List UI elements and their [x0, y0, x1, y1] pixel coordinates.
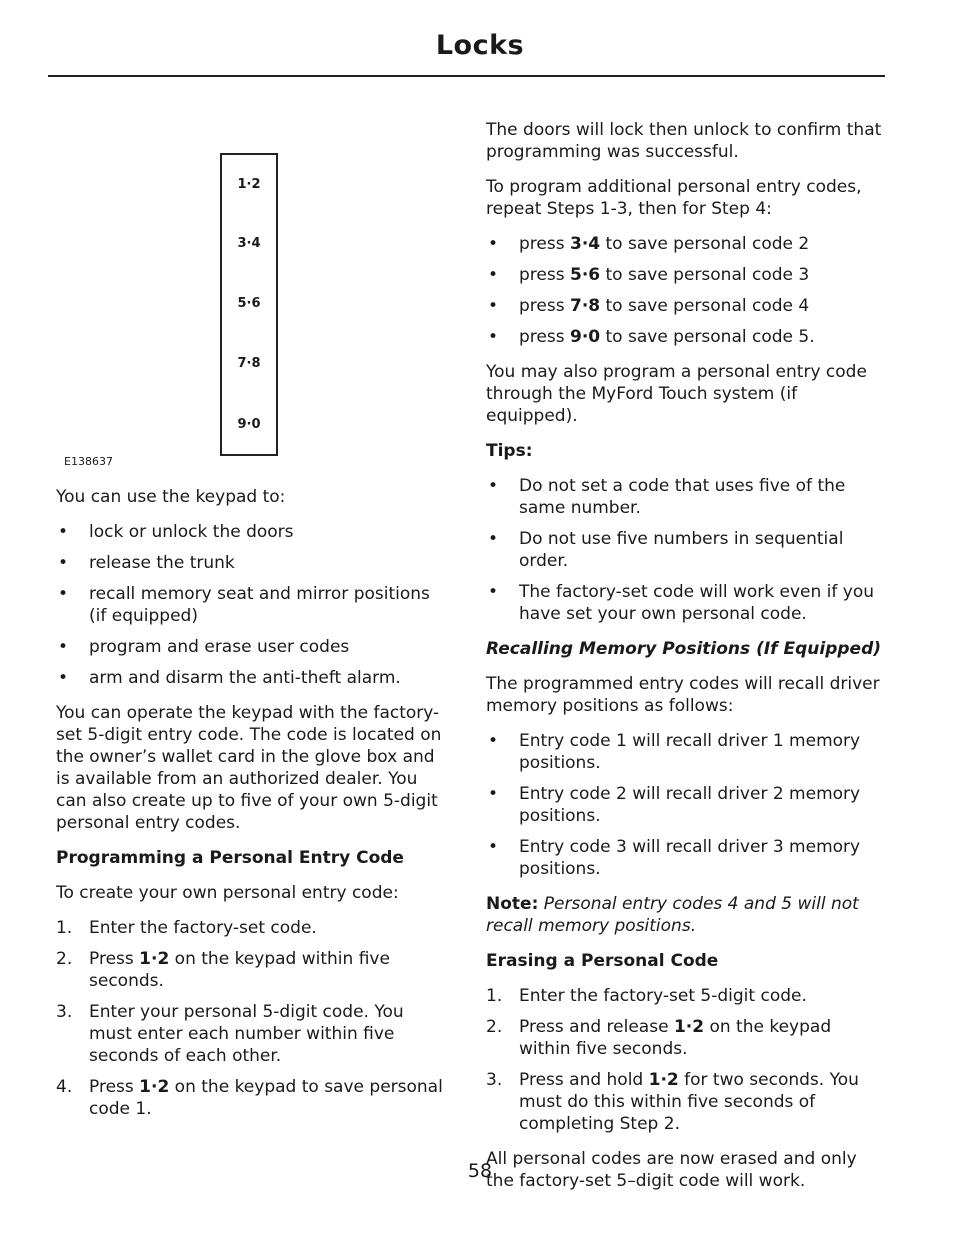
tips-list: [486, 475, 886, 625]
uses-list: [56, 521, 448, 689]
keypad-key-3-4: 3·4: [237, 236, 261, 251]
press-list: [486, 233, 886, 348]
keypad-key-1-2: 1·2: [237, 177, 261, 192]
memory-heading: Recalling Memory Positions (If Equipped): [486, 639, 882, 659]
header-divider: [48, 75, 885, 77]
keypad-key-7-8: 7·8: [237, 356, 261, 371]
list-item: • press 9·0 to save personal code 5.: [488, 327, 815, 347]
list-item: 3. Enter your personal 5-digit code. You must enter each number within five seconds of each other.: [56, 1002, 404, 1066]
confirm-paragraph: The doors will lock then unlock to confirm that programming was successful.: [486, 120, 882, 162]
programming-steps: [56, 917, 448, 1120]
list-item: • press 3·4 to save personal code 2: [488, 234, 810, 254]
keypad-key-5-6: 5·6: [237, 296, 261, 311]
list-item: • Entry code 2 will recall driver 2 memory positions.: [488, 784, 861, 826]
memory-intro: The programmed entry codes will recall driver memory positions as follows:: [486, 674, 880, 716]
list-item: 2. Press 1·2 on the keypad within five seconds.: [56, 949, 390, 991]
memory-list: [486, 730, 886, 880]
erase-steps: [486, 985, 886, 1135]
erase-heading: Erasing a Personal Code: [486, 951, 719, 971]
factory-code-paragraph: You can operate the keypad with the factory-set 5-digit entry code. The code is located on the owner’s wallet card in the glove box and is available from an authorized dealer. You can also create up to five of your own 5-digit personal entry codes.: [56, 703, 442, 833]
list-item: 1. Enter the factory-set code.: [56, 918, 317, 938]
list-item: 4. Press 1·2 on the keypad to save personal code 1.: [56, 1077, 443, 1119]
figure-id: E138637: [64, 455, 113, 468]
list-item: • Do not set a code that uses five of the same number.: [488, 476, 846, 518]
myford-paragraph: You may also program a personal entry code through the MyFord Touch system (if equipped).: [486, 362, 867, 426]
list-item: • The factory-set code will work even if you have set your own personal code.: [488, 582, 875, 624]
list-item: 3. Press and hold 1·2 for two seconds. You must do this within five seconds of completing Step 2.: [486, 1070, 859, 1134]
list-item: • release the trunk: [58, 553, 235, 573]
list-item: • program and erase user codes: [58, 637, 350, 657]
note-paragraph: [486, 893, 886, 937]
list-item: • Entry code 1 will recall driver 1 memory positions.: [488, 731, 861, 773]
note-label: Note:: [486, 894, 539, 914]
final-paragraph: All personal codes are now erased and only the factory-set 5–digit code will work.: [486, 1149, 857, 1191]
right-column: [486, 119, 886, 1205]
list-item: • Do not use five numbers in sequential order.: [488, 529, 844, 571]
note-text: Personal entry codes 4 and 5 will not recall memory positions.: [486, 894, 859, 936]
tips-heading: Tips:: [486, 441, 533, 461]
list-item: 2. Press and release 1·2 on the keypad within five seconds.: [486, 1017, 832, 1059]
programming-heading: Programming a Personal Entry Code: [56, 848, 404, 868]
steps-intro: To create your own personal entry code:: [56, 883, 399, 903]
list-item: • arm and disarm the anti-theft alarm.: [58, 668, 401, 688]
list-item: 1. Enter the factory-set 5-digit code.: [486, 986, 807, 1006]
additional-codes-paragraph: To program additional personal entry codes, repeat Steps 1-3, then for Step 4:: [486, 177, 862, 219]
keypad-illustration: [220, 153, 278, 456]
uses-intro: You can use the keypad to:: [56, 487, 286, 507]
list-item: • press 7·8 to save personal code 4: [488, 296, 810, 316]
left-column: [56, 486, 448, 1133]
keypad-key-9-0: 9·0: [237, 417, 261, 432]
page-title: Locks: [435, 30, 525, 61]
list-item: • press 5·6 to save personal code 3: [488, 265, 810, 285]
list-item: • Entry code 3 will recall driver 3 memory positions.: [488, 837, 861, 879]
page-number: 58: [467, 1160, 493, 1182]
list-item: • recall memory seat and mirror positions (if equipped): [58, 584, 430, 626]
list-item: • lock or unlock the doors: [58, 522, 294, 542]
